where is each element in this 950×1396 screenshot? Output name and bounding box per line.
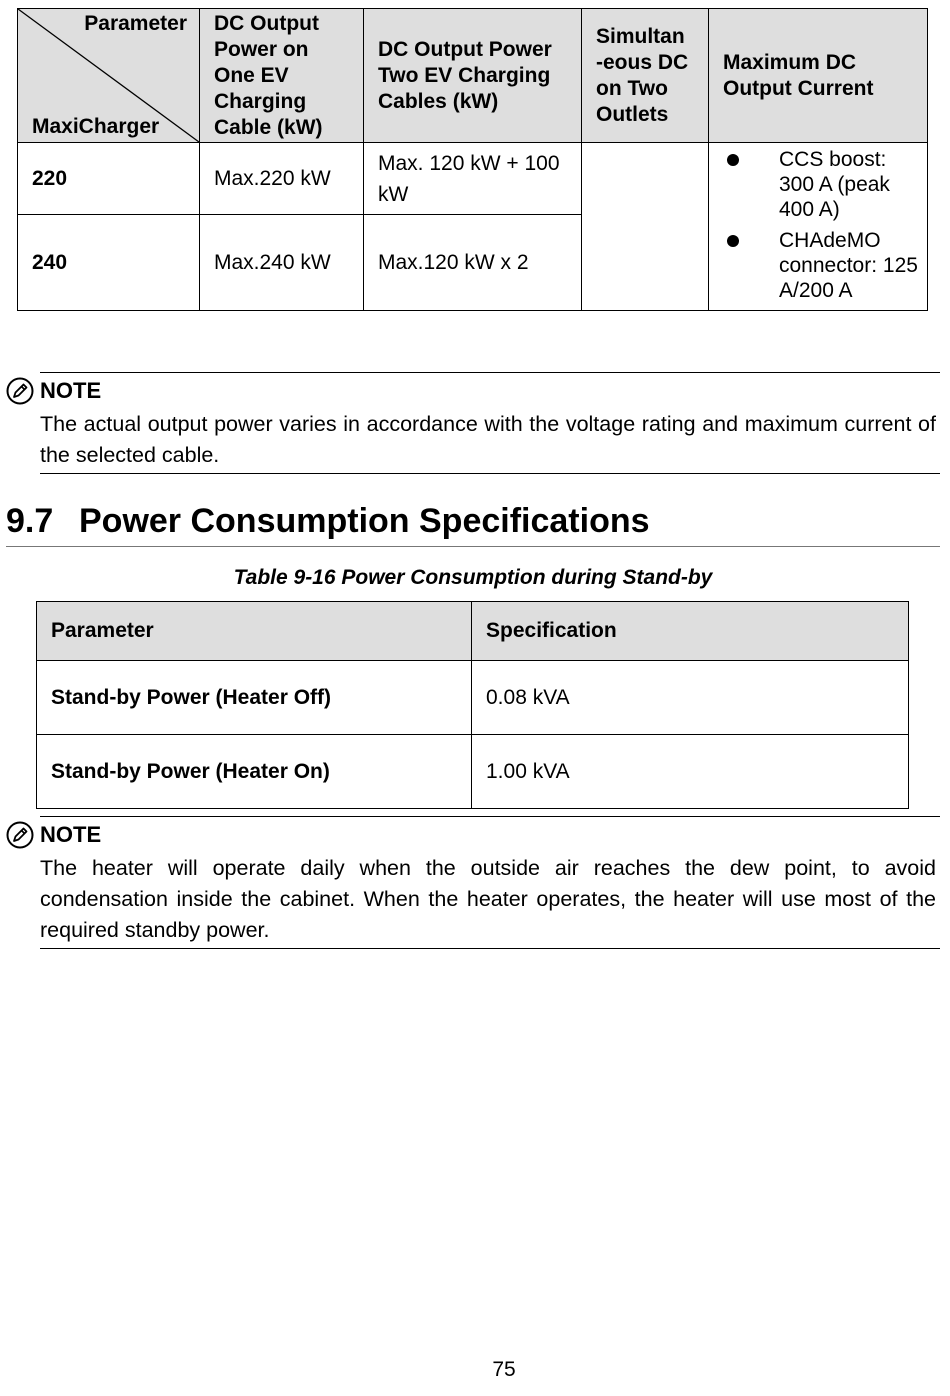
note-box bbox=[40, 372, 940, 474]
list-item: CHAdeMO connector: 125 A/200 A bbox=[723, 228, 919, 303]
parameter-cell: Stand-by Power (Heater On) bbox=[37, 735, 472, 809]
header-one-ev: DC Output Power on One EV Charging Cable (kW) bbox=[200, 9, 364, 143]
note-text: The actual output power varies in accordance with the voltage rating and maximum current of the selected cable. bbox=[40, 412, 936, 467]
table-row bbox=[37, 661, 909, 735]
header-parameter: Parameter bbox=[37, 602, 472, 661]
section-heading bbox=[6, 500, 940, 547]
header-two-ev: DC Output Power Two EV Charging Cables (kW) bbox=[364, 9, 582, 143]
value-cell: 0.08 kVA bbox=[472, 661, 909, 735]
model-cell: 240 bbox=[18, 215, 200, 311]
power-consumption-table bbox=[36, 601, 909, 809]
divider bbox=[40, 473, 940, 474]
header-parameter: Parameter bbox=[84, 12, 187, 35]
table-row bbox=[18, 143, 928, 215]
pencil-note-icon bbox=[6, 377, 34, 405]
one-ev-cell: Max.240 kW bbox=[200, 215, 364, 311]
diagonal-header-cell bbox=[18, 9, 200, 143]
section-number: 9.7 bbox=[6, 502, 54, 540]
bullet-icon bbox=[727, 235, 739, 247]
two-ev-cell: Max. 120 kW + 100 kW bbox=[364, 143, 582, 215]
table-row bbox=[37, 735, 909, 809]
model-cell: 220 bbox=[18, 143, 200, 215]
divider bbox=[40, 948, 940, 949]
header-specification: Specification bbox=[472, 602, 909, 661]
page-number: 75 bbox=[492, 1358, 516, 1381]
note-label: NOTE bbox=[40, 378, 102, 403]
bullet-icon bbox=[727, 154, 739, 166]
parameter-cell: Stand-by Power (Heater Off) bbox=[37, 661, 472, 735]
charger-spec-table bbox=[17, 8, 928, 311]
simultaneous-cell bbox=[582, 143, 709, 311]
note-label: NOTE bbox=[40, 822, 102, 847]
note-text: The heater will operate daily when the outside air reaches the dew point, to avoid condensation inside the cabinet. When the heater operates, the heater will use most of the required standby power. bbox=[40, 856, 936, 942]
section-title: Power Consumption Specifications bbox=[79, 502, 650, 540]
header-simultaneous: Simultan -eous DC on Two Outlets bbox=[582, 9, 709, 143]
note-box bbox=[40, 816, 940, 949]
header-max-current: Maximum DC Output Current bbox=[709, 9, 928, 143]
two-ev-cell: Max.120 kW x 2 bbox=[364, 215, 582, 311]
header-maxicharger: MaxiCharger bbox=[32, 115, 160, 138]
pencil-note-icon bbox=[6, 821, 34, 849]
max-current-cell bbox=[709, 143, 928, 311]
table-caption: Table 9-16 Power Consumption during Stand-by bbox=[233, 566, 713, 589]
one-ev-cell: Max.220 kW bbox=[200, 143, 364, 215]
value-cell: 1.00 kVA bbox=[472, 735, 909, 809]
list-item: CCS boost: 300 A (peak 400 A) bbox=[723, 147, 919, 222]
